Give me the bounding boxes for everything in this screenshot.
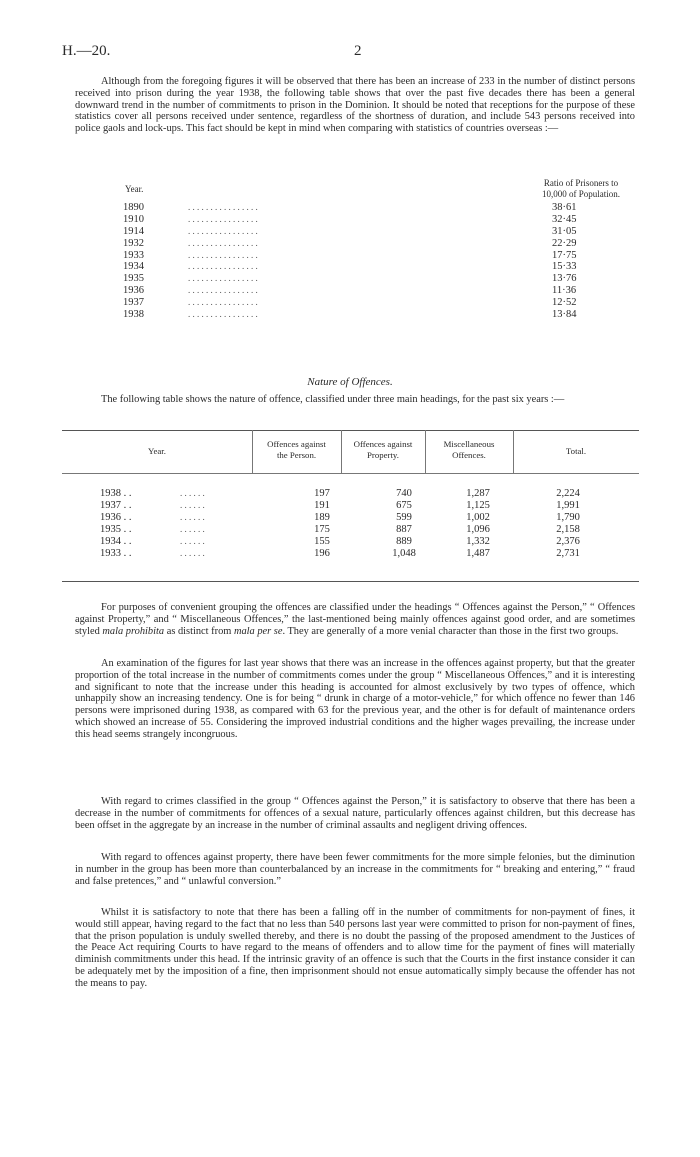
leader-dots: . . . . . . . . . . . . . . . . — [188, 202, 258, 212]
leader-dots: . . . . . . . . . . . . . . . . — [188, 261, 258, 272]
ratio-value-header — [542, 178, 620, 199]
ratio-value: 31·05 — [552, 225, 577, 237]
ratio-value: 15·33 — [552, 261, 577, 273]
row-year: 1937 . . — [100, 500, 132, 511]
ratio-value: 11·36 — [552, 285, 577, 297]
cell-person: 196 — [314, 548, 330, 559]
ratio-value: 22·29 — [552, 237, 577, 249]
section-intro: The following table shows the nature of offence, classified under three main headings, for the past six years :— — [101, 394, 565, 405]
cell-person: 197 — [314, 488, 330, 499]
cell-person: 189 — [314, 512, 330, 523]
table-row — [75, 285, 635, 297]
cell-person: 191 — [314, 500, 330, 511]
header-person-line1: Offences against — [267, 439, 326, 449]
cell-total: 2,224 — [556, 488, 580, 499]
table-rule-header — [62, 473, 639, 474]
header-year: Year. — [148, 446, 166, 456]
header-person — [252, 439, 341, 460]
cell-property: 740 — [396, 488, 412, 499]
cell-total: 1,991 — [556, 500, 580, 511]
cell-property: 1,048 — [392, 548, 416, 559]
ratio-value: 12·52 — [552, 297, 577, 309]
ratio-table-header — [75, 178, 635, 204]
ratio-value: 38·61 — [552, 202, 577, 213]
table-row — [62, 524, 639, 536]
ratio-header-line2: 10,000 of Population. — [542, 188, 620, 199]
ratio-year: 1934 — [123, 261, 144, 273]
ratio-value: 13·84 — [552, 309, 577, 321]
table-row — [75, 250, 635, 262]
cell-property: 889 — [396, 536, 412, 547]
ratio-table — [75, 202, 635, 321]
ratio-value: 32·45 — [552, 213, 577, 225]
leader-dots: . . . . . . — [180, 500, 205, 510]
header-property — [341, 439, 425, 460]
row-year: 1934 . . — [100, 536, 132, 547]
ratio-year: 1890 — [123, 202, 144, 213]
ratio-value: 13·76 — [552, 273, 577, 285]
row-year: 1933 . . — [100, 548, 132, 559]
term-mala-per-se: mala per se — [233, 625, 283, 637]
header-property-line1: Offences against — [353, 439, 413, 449]
grouping-text-c: . They are generally of a more venial character than those in the first two groups. — [282, 625, 619, 637]
header-property-line2: Property. — [367, 449, 399, 460]
document-reference: H.—20. — [62, 43, 111, 59]
header-total: Total. — [565, 446, 587, 456]
table-row — [75, 202, 635, 214]
leader-dots: . . . . . . — [180, 536, 205, 546]
header-person-line2: the Person. — [276, 449, 317, 460]
page-header — [62, 43, 638, 63]
paragraph-fines: Whilst it is satisfactory to note that there has been a falling off in the number of commitments for non-payment of fines, it would still appear, having regard to the fact that no less than 540 persons last year were committed to prison for non-payment of fines, that the prison population is unduly swelled thereby, and there is no doubt the passing of the proposed amendment to the Justices of the Peace Act requiring Courts to have regard to the means of offenders and to allow time for the payment of fines will materially diminish commitments under this head. If the intrinsic gravity of an offence is such that the Courts in the first instance consider it can be adequately met by the imposition of a fine, then imprisonment should not ensue automatically simply because the offender has not the means to pay. — [75, 907, 635, 989]
leader-dots: . . . . . . — [180, 524, 205, 534]
table-row — [62, 500, 639, 512]
table-row — [75, 226, 635, 238]
table-row — [75, 238, 635, 250]
cell-total: 1,790 — [556, 512, 580, 523]
paragraph-person: With regard to crimes classified in the group “ Offences against the Person,” it is satisfactory to observe that there has been a decrease in the number of commitments for offences of a sexual nature, particularly offences against children, but this decrease has been offset in the aggregate by an increase in the number of criminal assaults and negligent driving offences. — [75, 796, 635, 831]
table-row — [75, 297, 635, 309]
row-year: 1938 . . — [100, 488, 132, 499]
cell-total: 2,731 — [556, 548, 580, 559]
grouping-text-b: as distinct from — [164, 625, 234, 637]
row-year: 1935 . . — [100, 524, 132, 535]
table-rule-top — [62, 430, 639, 431]
leader-dots: . . . . . . . . . . . . . . . . — [188, 285, 258, 296]
leader-dots: . . . . . . . . . . . . . . . . — [188, 213, 258, 224]
table-row — [75, 309, 635, 321]
term-mala-prohibita: mala prohibita — [102, 625, 165, 637]
cell-person: 175 — [314, 524, 330, 535]
section-title: Nature of Offences. — [307, 376, 393, 388]
table-rule-bottom — [62, 581, 639, 582]
cell-property: 599 — [396, 512, 412, 523]
paragraph-examination: An examination of the figures for last year shows that there was an increase in the offences against property, but that the greater proportion of the total increase in the number of commitments comes under the group “ Miscellaneous Offences,” and it is interesting and significant to note that the increase under this heading is accounted for almost exclusively by two types of offence, which unhappily show an increasing tendency. One is for being “ drunk in charge of a motor-vehicle,” for which offence no fewer than 146 persons were imprisoned during 1938, as compared with 63 for the previous year, and the other is for default of maintenance orders which showed an increase of 55. Considering the improved industrial conditions and the higher wages prevailing, the increase under this head seems strangely incongruous. — [75, 658, 635, 740]
paragraph-property: With regard to offences against property, there have been fewer commitments for the more simple felonies, but the diminution in number in the group has been more than counterbalanced by an increase in the commitments for “ breaking and entering,” “ fraud and false pretences,” and “ unlawful conversion.” — [75, 852, 635, 887]
ratio-year: 1910 — [123, 213, 144, 225]
header-misc-line2: Offences. — [452, 449, 486, 460]
cell-property: 887 — [396, 524, 412, 535]
header-misc-line1: Miscellaneous — [443, 439, 495, 449]
cell-misc: 1,332 — [466, 536, 490, 547]
table-row — [75, 261, 635, 273]
cell-property: 675 — [396, 500, 412, 511]
leader-dots: . . . . . . . . . . . . . . . . — [188, 297, 258, 308]
cell-misc: 1,002 — [466, 512, 490, 523]
leader-dots: . . . . . . . . . . . . . . . . — [188, 273, 258, 284]
ratio-year-header: Year. — [125, 184, 144, 194]
ratio-year: 1938 — [123, 309, 144, 321]
table-row — [75, 273, 635, 285]
offences-table — [62, 430, 639, 580]
table-row — [62, 512, 639, 524]
paragraph-grouping — [75, 602, 635, 637]
cell-misc: 1,487 — [466, 548, 490, 559]
leader-dots: . . . . . . . . . . . . . . . . — [188, 309, 258, 320]
leader-dots: . . . . . . — [180, 548, 205, 558]
ratio-value: 17·75 — [552, 249, 577, 261]
leader-dots: . . . . . . . . . . . . . . . . — [188, 237, 258, 248]
table-row — [62, 488, 639, 500]
ratio-year: 1935 — [123, 273, 144, 285]
header-misc — [425, 439, 513, 460]
leader-dots: . . . . . . — [180, 512, 205, 522]
cell-total: 2,376 — [556, 536, 580, 547]
ratio-year: 1932 — [123, 237, 144, 249]
page-number: 2 — [354, 43, 362, 59]
leader-dots: . . . . . . . . . . . . . . . . — [188, 225, 258, 236]
ratio-year: 1914 — [123, 225, 144, 237]
leader-dots: . . . . . . . . . . . . . . . . — [188, 249, 258, 260]
leader-dots: . . . . . . — [180, 488, 205, 498]
cell-total: 2,158 — [556, 524, 580, 535]
table-row — [75, 214, 635, 226]
cell-misc: 1,096 — [466, 524, 490, 535]
ratio-header-line1: Ratio of Prisoners to — [543, 178, 619, 188]
row-year: 1936 . . — [100, 512, 132, 523]
ratio-year: 1937 — [123, 297, 144, 309]
table-row — [62, 548, 639, 560]
ratio-year: 1936 — [123, 285, 144, 297]
table-row — [62, 536, 639, 548]
cell-misc: 1,125 — [466, 500, 490, 511]
ratio-year: 1933 — [123, 249, 144, 261]
grouping-text-a: For purposes of convenient grouping the offences are classified under the headings “ Offences against the Person,” “ Offences against Property,” and “ Miscellaneous Offences,” the last-mentioned being mainly offences against good order, and are sometimes styled — [75, 602, 635, 637]
cell-person: 155 — [314, 536, 330, 547]
cell-misc: 1,287 — [466, 488, 490, 499]
paragraph-intro: Although from the foregoing figures it will be observed that there has been an increase of 233 in the number of distinct persons received into prison during the year 1938, the following table shows that over the past five decades there has been a general downward trend in the number of commitments to prison in the Dominion. It should be noted that receptions for the purpose of these statistics cover all persons received under sentence, regardless of the shortness of duration, and include 543 persons received into police gaols and lock-ups. This fact should be kept in mind when comparing with statistics of countries overseas :— — [75, 76, 635, 135]
